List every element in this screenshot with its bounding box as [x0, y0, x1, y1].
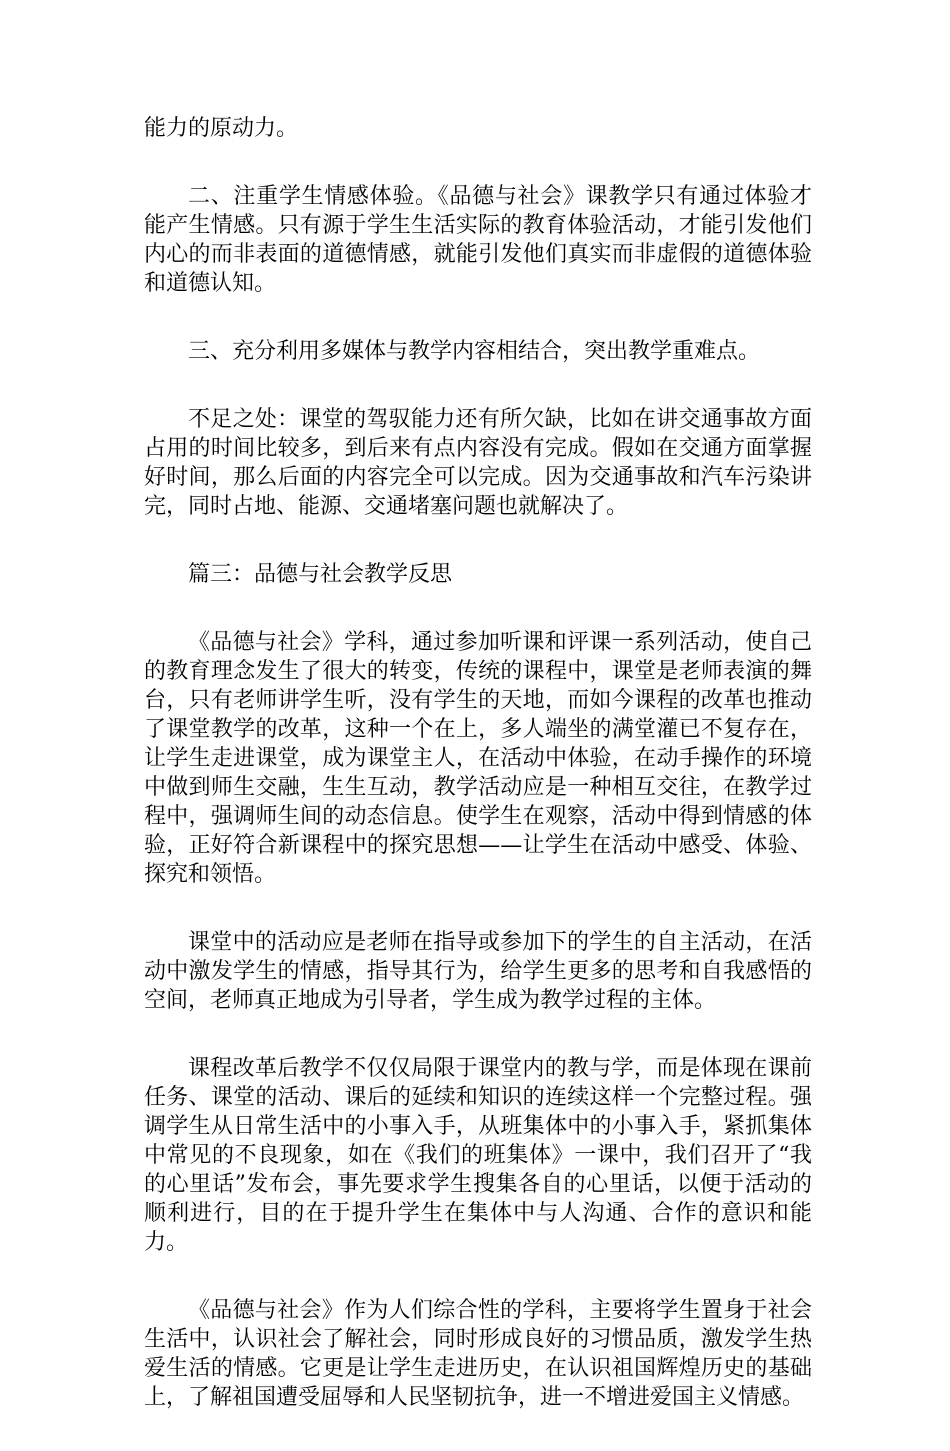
- paragraph-continuation: 能力的原动力。: [144, 116, 299, 141]
- paragraph-subject-role: 《品德与社会》作为人们综合性的学科，主要将学生置身于社会生活中，认识社会了解社会，同时形成良好的习惯品质，激发学生热爱生活的情感。它更是让学生走进历史，在认识祖国辉煌历史的基础上，了解祖国遭受屈辱和人民坚韧抗争，进一不增进爱国主义情感。: [144, 1298, 812, 1410]
- paragraph-curriculum-reform: 课程改革后教学不仅仅局限于课堂内的教与学，而是体现在课前任务、课堂的活动、课后的延续和知识的连续这样一个完整过程。强调学生从日常生活中的小事入手，从班集体中的小事入手，紧抓集体中常见的不良现象，如在《我们的班集体》一课中，我们召开了“我的心里话”发布会，事先要求学生搜集各自的心里话，以便于活动的顺利进行，目的在于提升学生在集体中与人沟通、合作的意识和能力。: [144, 1056, 812, 1255]
- paragraph-shortcomings: 不足之处：课堂的驾驭能力还有所欠缺，比如在讲交通事故方面占用的时间比较多，到后来有点内容没有完成。假如在交通方面掌握好时间，那么后面的内容完全可以完成。因为交通事故和汽车污染讲完，同时占地、能源、交通堵塞问题也就解决了。: [144, 407, 812, 519]
- paragraph-point-two: 二、注重学生情感体验。《品德与社会》课教学只有通过体验才能产生情感。只有源于学生生活实际的教育体验活动，才能引发他们内心的而非表面的道德情感，就能引发他们真实而非虚假的道德体验和道德认知。: [144, 184, 812, 296]
- paragraph-section-intro: 《品德与社会》学科，通过参加听课和评课一系列活动，使自己的教育理念发生了很大的转变，传统的课程中，课堂是老师表演的舞台，只有老师讲学生听，没有学生的天地，而如今课程的改革也推动了课堂教学的改革，这种一个在上，多人端坐的满堂灌已不复存在，让学生走进课堂，成为课堂主人，在活动中体验，在动手操作的环境中做到师生交融，生生互动，教学活动应是一种相互交往，在教学过程中，强调师生间的动态信息。使学生在观察，活动中得到情感的体验，正好符合新课程中的探究思想——让学生在活动中感受、体验、探究和领悟。: [144, 630, 812, 887]
- section-heading: 篇三：品德与社会教学反思: [188, 562, 453, 587]
- paragraph-point-three: 三、充分利用多媒体与教学内容相结合，突出教学重难点。: [188, 339, 761, 364]
- document-body: [144, 114, 812, 1451]
- paragraph-classroom-activity: 课堂中的活动应是老师在指导或参加下的学生的自主活动，在活动中激发学生的情感，指导其行为，给学生更多的思考和自我感悟的空间，老师真正地成为引导者，学生成为教学过程的主体。: [144, 930, 812, 1013]
